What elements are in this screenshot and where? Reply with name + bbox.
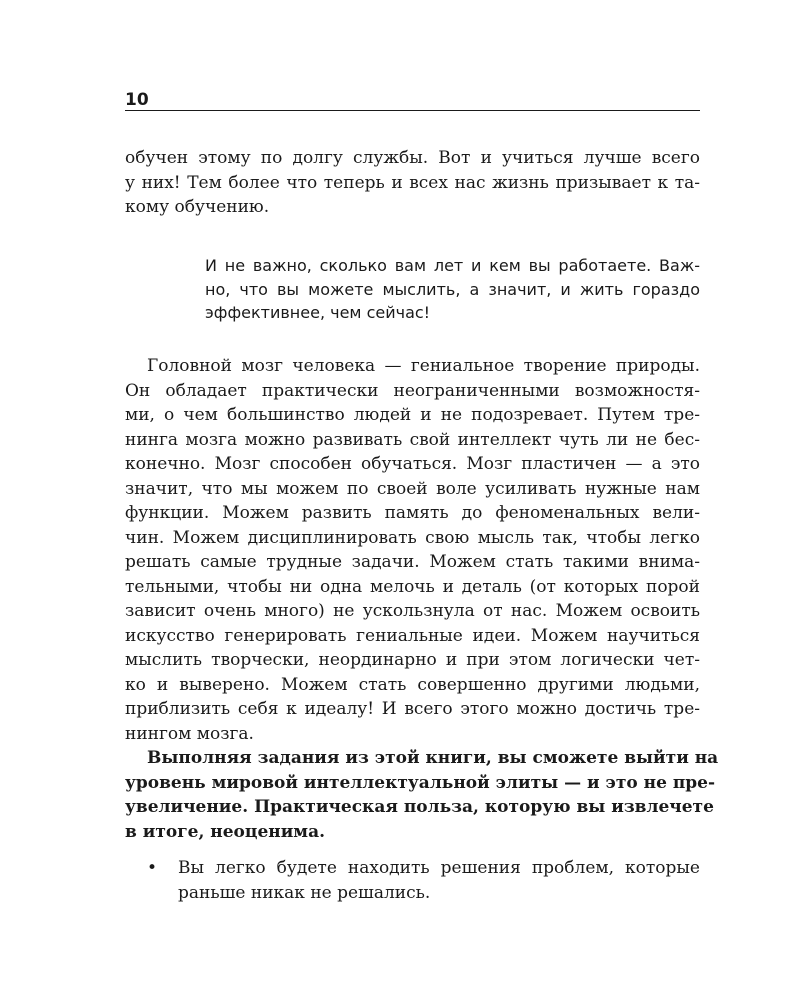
- text-line: решать самые трудные задачи. Можем стать такими внима-: [125, 552, 700, 572]
- text-line: кому обучению.: [125, 197, 270, 217]
- text-line: Выполняя задания из этой книги, вы сможете выйти на: [147, 748, 719, 768]
- text-line: тельными, чтобы ни одна мелочь и деталь (от которых порой: [125, 576, 700, 597]
- callout-line: И не важно, сколько вам лет и кем вы работаете. Важ-: [205, 256, 700, 275]
- text-line: чин. Можем дисциплинировать свою мысль так, чтобы легко: [125, 527, 700, 548]
- callout-line: но, что вы можете мыслить, а значит, и жить гораздо: [205, 279, 700, 299]
- text-line: уровень мировой интеллектуальной элиты — и это не пре-: [125, 772, 716, 793]
- text-line: искусство генерировать гениальные идеи. Можем научиться: [125, 625, 700, 646]
- text-line: нингом мозга.: [125, 723, 254, 744]
- text-line: значит, что мы можем по своей воле усиливать нужные нам: [125, 478, 700, 499]
- intro-paragraph: [125, 146, 700, 220]
- bullet-item: [125, 856, 700, 905]
- text-line: Он обладает практически неограниченными возможностя-: [125, 380, 700, 401]
- bold-paragraph: [125, 746, 719, 844]
- callout-quote: [205, 254, 700, 325]
- bullet-line: раньше никак не решались.: [178, 882, 431, 903]
- text-line: Головной мозг человека — гениальное творение природы.: [147, 356, 700, 376]
- text-line: ми, о чем большинство людей и не подозревает. Путем тре-: [125, 405, 700, 425]
- text-line: увеличение. Практическая польза, которую вы извлечете: [125, 797, 714, 817]
- text-line: зависит очень много) не ускользнула от нас. Можем освоить: [125, 601, 700, 621]
- text-line: мыслить творчески, неординарно и при этом логически чет-: [125, 650, 700, 670]
- text-line: функции. Можем развить память до феноменальных вели-: [125, 503, 700, 523]
- text-line: у них! Тем более что теперь и всех нас жизнь призывает к та-: [125, 172, 700, 193]
- bullet-list: [125, 856, 700, 905]
- bullet-line: Вы легко будете находить решения проблем, которые: [178, 858, 700, 878]
- text-line: обучен этому по долгу службы. Вот и учиться лучше всего: [125, 148, 700, 168]
- text-line: в итоге, неоценима.: [125, 821, 326, 842]
- text-line: ко и выверено. Можем стать совершенно другими людьми,: [125, 674, 700, 695]
- text-line: приблизить себя к идеалу! И всего этого можно достичь тре-: [125, 699, 700, 719]
- bullet-marker: •: [147, 858, 158, 878]
- callout-line: эффективнее, чем сейчас!: [205, 303, 431, 322]
- text-line: конечно. Мозг способен обучаться. Мозг пластичен — а это: [125, 454, 700, 474]
- text-line: нинга мозга можно развивать свой интеллект чуть ли не бес-: [125, 429, 700, 450]
- header-rule: [125, 110, 700, 111]
- page-number: 10: [125, 90, 149, 110]
- main-paragraph: [125, 354, 700, 746]
